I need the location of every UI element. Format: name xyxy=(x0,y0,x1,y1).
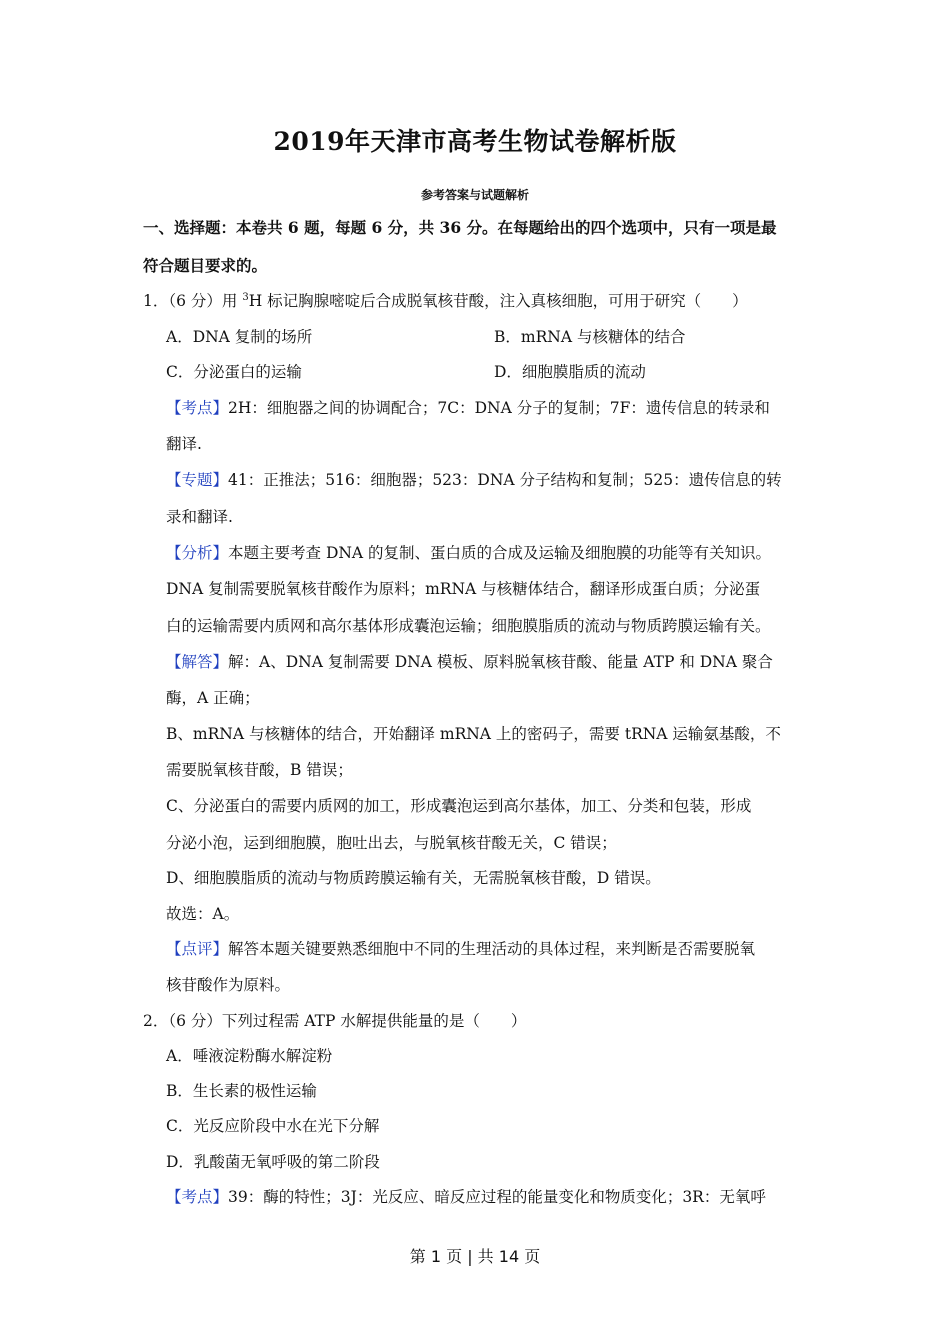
q1-jieda-line-5: C、分泌蛋白的需要内质网的加工，形成囊泡运到高尔基体，加工、分类和包装，形成 xyxy=(166,797,752,815)
q1-option-d: D．细胞膜脂质的流动 xyxy=(494,363,646,381)
section-heading-line-2: 符合题目要求的。 xyxy=(143,256,268,275)
q2-stem: 2．（6 分）下列过程需 ATP 水解提供能量的是（ ） xyxy=(143,1012,527,1030)
q2-option-c: C．光反应阶段中水在光下分解 xyxy=(166,1117,380,1135)
q1-stem xyxy=(143,289,748,311)
q1-option-a: A．DNA 复制的场所 xyxy=(166,328,313,346)
q1-jieda-line-8: 故选：A。 xyxy=(166,905,240,923)
q2-kaodian-text: 39：酶的特性；3J：光反应、暗反应过程的能量变化和物质变化；3R：无氧呼 xyxy=(228,1188,766,1206)
q1-fenxi-line-3: 白的运输需要内质网和高尔基体形成囊泡运输；细胞膜脂质的流动与物质跨膜运输有关。 xyxy=(166,617,771,635)
q1-jieda-line-6: 分泌小泡，运到细胞膜，胞吐出去，与脱氧核苷酸无关，C 错误； xyxy=(166,834,617,852)
q1-kaodian-line-1 xyxy=(166,396,770,418)
q1-jieda-text: 解：A、DNA 复制需要 DNA 模板、原料脱氧核苷酸、能量 ATP 和 DNA 聚合 xyxy=(228,653,773,671)
q1-stem-prefix: 1．（6 分）用 xyxy=(143,292,243,310)
q1-dianping-line-1 xyxy=(166,937,755,959)
q1-fenxi-line-1 xyxy=(166,541,771,563)
q1-zhuanti-tag: 【专题】 xyxy=(166,471,229,489)
section-heading-line-1: 一、选择题：本卷共 6 题，每题 6 分，共 36 分。在每题给出的四个选项中，只有一项是最 xyxy=(143,218,777,237)
q1-jieda-line-7: D、细胞膜脂质的流动与物质跨膜运输有关，无需脱氧核苷酸，D 错误。 xyxy=(166,869,661,887)
page-footer: 第 1 页 | 共 14 页 xyxy=(409,1247,541,1266)
q1-dianping-line-2: 核苷酸作为原料。 xyxy=(166,976,291,994)
q1-fenxi-tag: 【分析】 xyxy=(166,544,229,562)
q1-jieda-line-3: B、mRNA 与核糖体的结合，开始翻译 mRNA 上的密码子，需要 tRNA 运输氨基酸，不 xyxy=(166,725,781,743)
q1-kaodian-text: 2H：细胞器之间的协调配合；7C：DNA 分子的复制；7F：遗传信息的转录和 xyxy=(228,399,770,417)
q1-stem-superscript: 3 xyxy=(242,291,249,303)
q1-dianping-tag: 【点评】 xyxy=(166,940,229,958)
q2-kaodian-line-1 xyxy=(166,1185,766,1207)
q1-zhuanti-line-1 xyxy=(166,468,782,490)
page-subtitle: 参考答案与试题解析 xyxy=(420,188,529,202)
q1-kaodian-tag: 【考点】 xyxy=(166,399,229,417)
q2-kaodian-tag: 【考点】 xyxy=(166,1188,229,1206)
q1-dianping-text: 解答本题关键要熟悉细胞中不同的生理活动的具体过程，来判断是否需要脱氧 xyxy=(228,940,756,958)
q1-jieda-line-4: 需要脱氧核苷酸，B 错误； xyxy=(166,761,353,779)
q1-zhuanti-line-2: 录和翻译. xyxy=(166,508,233,526)
q1-jieda-tag: 【解答】 xyxy=(166,653,229,671)
q2-option-a: A．唾液淀粉酶水解淀粉 xyxy=(166,1047,333,1065)
q1-kaodian-line-2: 翻译. xyxy=(166,435,202,453)
q1-fenxi-line-2: DNA 复制需要脱氧核苷酸作为原料；mRNA 与核糖体结合，翻译形成蛋白质；分泌蛋 xyxy=(166,580,761,598)
q1-fenxi-text: 本题主要考查 DNA 的复制、蛋白质的合成及运输及细胞膜的功能等有关知识。 xyxy=(228,544,772,562)
q1-option-c: C．分泌蛋白的运输 xyxy=(166,363,302,381)
page-title: 2019年天津市高考生物试卷解析版 xyxy=(273,127,677,156)
q1-zhuanti-text: 41：正推法；516：细胞器；523：DNA 分子结构和复制；525：遗传信息的转 xyxy=(228,471,782,489)
q2-option-d: D．乳酸菌无氧呼吸的第二阶段 xyxy=(166,1153,380,1171)
q1-jieda-line-1 xyxy=(166,650,773,672)
q1-stem-rest: H 标记胸腺嘧啶后合成脱氧核苷酸，注入真核细胞，可用于研究（ ） xyxy=(248,292,748,310)
q2-option-b: B．生长素的极性运输 xyxy=(166,1082,317,1100)
q1-option-b: B．mRNA 与核糖体的结合 xyxy=(494,328,686,346)
q1-jieda-line-2: 酶，A 正确； xyxy=(166,689,260,707)
